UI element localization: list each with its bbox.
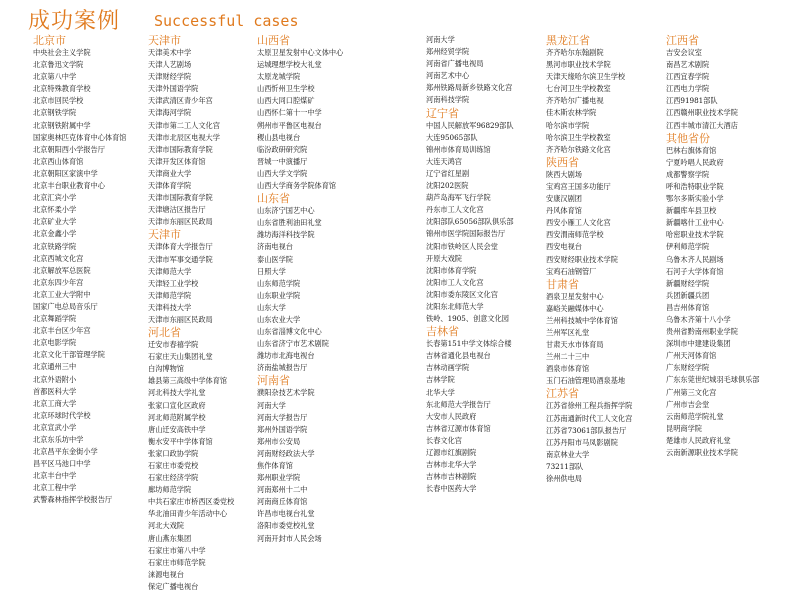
case-item: 云南师范学院礼堂 (666, 411, 724, 421)
case-item: 丹风体育馆 (546, 206, 582, 216)
case-item: 国家广电总局音乐厅 (33, 301, 98, 311)
case-item: 西安渭南师范学校 (546, 230, 604, 240)
case-item: 河南大学 (426, 35, 455, 44)
case-item: 东北师范大学报告厅 (426, 399, 491, 409)
case-item: 北京矿业大学 (33, 217, 77, 227)
case-item: 天津市国际教育学院 (148, 144, 213, 154)
case-item: 沈阳市体育学院 (426, 265, 477, 275)
case-item: 太原龙城学院 (257, 72, 301, 82)
case-item: 宝鸡石油钢管厂 (546, 266, 597, 276)
case-item: 乌鲁木齐人民剧场 (666, 254, 724, 264)
case-item: 西安财经职业技术学院 (546, 254, 618, 264)
case-item: 中共石家庄市桥西区委党校 (148, 497, 235, 507)
case-item: 北京文化干部管理学院 (33, 350, 105, 360)
case-item: 天津师范大学 (148, 266, 192, 276)
case-item: 齐齐哈尔铁路文化宫 (546, 144, 611, 154)
case-item: 濮阳杂技艺术学院 (257, 388, 315, 398)
case-item: 天津市北辰区电视大学 (148, 132, 220, 142)
case-item: 黑河市职业技术学院 (546, 60, 611, 70)
case-item: 唐山迁安高铁中学 (148, 424, 206, 434)
case-item: 玉门石油管理局酒泉基地 (546, 376, 626, 386)
case-item: 天津市东丽区民政局 (148, 314, 213, 324)
case-item: 潍坊市北海电视台 (257, 351, 315, 361)
case-item: 国家奥林匹克体育中心体育馆 (33, 132, 127, 142)
case-item: 河南科技学院 (426, 95, 470, 105)
case-item: 乌鲁木齐第十八小学 (666, 314, 731, 324)
case-item: 山西大学文学院 (257, 168, 308, 178)
case-item: 洛阳市委党校礼堂 (257, 521, 315, 531)
case-item: 河北科技大学礼堂 (148, 388, 206, 398)
case-item: 天津海河学院 (148, 108, 192, 118)
case-item: 北京舞蹈学院 (33, 314, 77, 324)
case-item: 天津外国语学院 (148, 84, 199, 94)
case-item: 北华大学 (426, 387, 455, 397)
case-item: 长春第151中学文体综合楼 (426, 339, 512, 349)
case-item: 河南大学报告厅 (257, 412, 308, 422)
case-item: 郑州外国语学院 (257, 424, 308, 434)
case-item: 山东大学 (257, 302, 286, 312)
case-item: 石家庄市师范学院 (148, 557, 206, 567)
case-item: 北京钢铁学院 (33, 108, 77, 118)
case-item: 天津市第二工人文化宫 (148, 120, 220, 130)
case-item: 广州天河体育馆 (666, 351, 717, 361)
case-item: 北京西山体育馆 (33, 156, 84, 166)
case-item: 吉林动画学院 (426, 363, 470, 373)
page-subtitle: Successful cases (154, 12, 299, 30)
case-item: 吉林市吉林剧院 (426, 472, 477, 482)
case-item: 沈阳部队65056部队俱乐部 (426, 217, 514, 227)
case-item: 山东省济宁市艺术剧院 (257, 339, 329, 349)
case-column (257, 34, 379, 545)
case-item: 河北师范附属学校 (148, 412, 206, 422)
case-item: 天津轻工业学校 (148, 278, 199, 288)
case-item: 伊利师范学院 (666, 242, 710, 252)
case-item: 江苏南通新时代工人文化宫 (546, 413, 633, 423)
case-item: 江苏丹阳市马凤影剧院 (546, 437, 618, 447)
case-item: 南昌艺术剧院 (666, 60, 710, 70)
case-item: 北京第八中学 (33, 72, 77, 82)
case-item: 昆明商学院 (666, 423, 702, 433)
case-item: 沈阳市铁岭区人民会堂 (426, 241, 498, 251)
case-item: 昌平区马池口中学 (33, 459, 91, 469)
case-item: 深圳市中建建设集团 (666, 339, 731, 349)
case-item: 江西丰城市清江大酒店 (666, 120, 738, 130)
case-item: 北京朝阳区家演中学 (33, 168, 98, 178)
case-item: 华北油田青少年活动中心 (148, 509, 228, 519)
case-item: 山东农业大学 (257, 314, 301, 324)
page-title: 成功案例 (28, 9, 121, 34)
case-column (33, 34, 155, 507)
case-item: 天津开发区体育馆 (148, 156, 206, 166)
case-item: 山东职业学院 (257, 290, 301, 300)
case-item: 泰山医学院 (257, 254, 293, 264)
case-item: 宝鸡宫王国多功能厅 (546, 181, 611, 191)
case-item: 丹东市工人文化宫 (426, 205, 484, 215)
case-item: 贵州省黔南州职业学院 (666, 327, 738, 337)
case-item: 陕西大剧场 (546, 169, 582, 179)
case-item: 临汾政研研究院 (257, 144, 308, 154)
case-item: 北京工程中学 (33, 483, 77, 493)
case-item: 北京丰台中学 (33, 471, 77, 481)
case-item: 天津商业大学 (148, 168, 192, 178)
region-heading: 其他省份 (666, 131, 710, 145)
case-item: 楚雄市人民政府礼堂 (666, 435, 731, 445)
case-item: 北京丰台区少年宫 (33, 326, 91, 336)
case-item: 天津市东丽区民政局 (148, 217, 213, 227)
case-item: 辽宁省红星剧 (426, 168, 470, 178)
case-item: 北京昌平东金街小学 (33, 447, 98, 457)
case-item: 广州市吉会堂 (666, 399, 710, 409)
case-item: 吉安会议室 (666, 48, 702, 57)
case-item: 齐齐哈尔东翰剧院 (546, 48, 604, 57)
case-item: 锦州市体育局训练馆 (426, 144, 491, 154)
case-item: 许昌市电视台礼堂 (257, 509, 315, 519)
case-item: 铁岭、1905、创意文化园 (426, 314, 509, 324)
case-item: 西安小雁工人文化宫 (546, 218, 611, 228)
case-item: 辽源市红旗剧院 (426, 448, 477, 457)
case-item: 山西大学商务学院体育馆 (257, 181, 337, 191)
case-item: 徐州供电局 (546, 474, 582, 483)
case-item: 哈尔滨市学院 (546, 120, 590, 130)
case-item: 河南郑州十二中 (257, 485, 308, 495)
case-item: 天津科技大学 (148, 302, 192, 312)
case-item: 北京鲁迅文学院 (33, 60, 84, 70)
case-item: 葫芦岛海军飞行学院 (426, 193, 491, 203)
case-item: 宁夏吟唱人民政府 (666, 157, 724, 167)
case-item: 天津天缘哈尔滨卫生学校 (546, 72, 626, 82)
case-item: 雄县第三高级中学体育馆 (148, 376, 228, 386)
case-item: 廊坊师范学院 (148, 485, 192, 495)
case-item: 天津人艺剧场 (148, 60, 192, 70)
case-item: 涞源电视台 (148, 569, 184, 579)
region-heading: 江苏省 (546, 387, 579, 401)
case-item: 南京林业大学 (546, 449, 590, 459)
case-item: 江西电力学院 (666, 84, 710, 94)
case-item: 西安电视台 (546, 242, 582, 252)
case-item: 齐齐哈尔广播电视 (546, 96, 604, 106)
case-item: 山东省胜利油田礼堂 (257, 218, 322, 228)
case-item: 北京丰台职业教育中心 (33, 181, 105, 191)
case-item: 兰州二十三中 (546, 352, 590, 362)
case-item: 沈阳市委东陵区文化宫 (426, 289, 498, 299)
case-item: 天津市军事交通学院 (148, 254, 213, 264)
case-item: 酒泉市体育馆 (546, 364, 590, 374)
case-item: 开原大戏院 (426, 253, 462, 263)
case-item: 白沟博物馆 (148, 364, 184, 374)
case-item: 河南省广播电视局 (426, 59, 484, 69)
case-item: 首都医科大学 (33, 386, 77, 396)
case-item: 郑州铁路局新乡铁路文化宫 (426, 83, 513, 93)
case-item: 稷山县电视台 (257, 132, 301, 142)
case-item: 郑州职业学院 (257, 473, 301, 483)
case-item: 北京宣武小学 (33, 422, 77, 432)
case-item: 兰州科技城中学体育馆 (546, 315, 618, 325)
case-item: 云南新源职业技术学院 (666, 448, 738, 457)
case-item: 太原卫星发射中心文体中心 (257, 48, 344, 57)
case-item: 武警森林指挥学校报告厅 (33, 495, 113, 505)
case-item: 沈阳东北师范大学 (426, 301, 484, 311)
case-item: 北京通州三中 (33, 362, 77, 372)
case-item: 天津塘沽区报告厅 (148, 205, 206, 215)
case-item: 焦作体育馆 (257, 461, 293, 470)
case-item: 吉林学院 (426, 375, 455, 385)
case-item: 锦州市医学院国际报告厅 (426, 229, 506, 239)
case-item: 中央社会主义学院 (33, 48, 91, 57)
case-item: 嘉峪关融媒体中心 (546, 303, 604, 313)
region-heading: 甘肃省 (546, 277, 579, 291)
case-item: 保定广播电视台 (148, 581, 199, 591)
case-item: 天津武清区青少年宫 (148, 96, 213, 106)
case-item: 大连天鸿宫 (426, 156, 462, 166)
case-item: 北京环球时代学校 (33, 410, 91, 420)
case-item: 河南财经政法大学 (257, 448, 315, 458)
case-item: 成都警察学院 (666, 169, 710, 179)
case-item: 郑州市公安局 (257, 436, 301, 446)
region-heading: 黑龙江省 (546, 34, 590, 47)
case-item: 吉林省通化县电视台 (426, 351, 491, 361)
case-item: 朔州市平鲁区电视台 (257, 120, 322, 130)
case-item: 张家口宣化区政府 (148, 400, 206, 410)
case-item: 潍坊海洋科技学院 (257, 230, 315, 240)
case-item: 巴林右旗体育馆 (666, 145, 717, 155)
case-item: 兵团新疆兵团 (666, 290, 710, 300)
case-item: 石家庄市委党校 (148, 461, 199, 470)
case-item: 大连95065部队 (426, 132, 478, 142)
case-item: 北京特殊教育学校 (33, 84, 91, 94)
case-item: 天津财经学院 (148, 72, 192, 82)
case-item: 江西赣州职业技术学院 (666, 108, 738, 118)
case-item: 吉林市北华大学 (426, 460, 477, 470)
case-item: 天津美术中学 (148, 48, 192, 57)
case-item: 唐山燕东集团 (148, 533, 192, 543)
case-item: 山东省淄博文化中心 (257, 327, 322, 337)
case-item: 天津师范学院 (148, 290, 192, 300)
case-item: 石河子大学体育馆 (666, 266, 724, 276)
case-item: 广东财经学院 (666, 363, 710, 373)
case-item: 张家口政协学院 (148, 448, 199, 458)
case-item: 广东东莞世纪城羽毛球俱乐部 (666, 375, 760, 385)
case-item: 北京东四少年宫 (33, 277, 84, 287)
case-item: 江苏省73061部队报告厅 (546, 425, 627, 435)
case-item: 广州第三文化宫 (666, 387, 717, 397)
case-item: 酒泉卫星发射中心 (546, 291, 604, 301)
region-heading: 河南省 (257, 374, 290, 388)
region-heading: 山东省 (257, 192, 290, 206)
case-item: 晋城一中演播厅 (257, 156, 308, 166)
case-item: 新疆财经学院 (666, 278, 710, 288)
case-item: 哈密职业技术学院 (666, 230, 724, 240)
case-item: 山西怀仁第十一中学 (257, 108, 322, 118)
case-item: 石家庄经济学院 (148, 473, 199, 483)
case-item: 山西忻州卫生学校 (257, 84, 315, 94)
case-item: 北京钢铁附属中学 (33, 120, 91, 130)
region-heading: 江西省 (666, 34, 699, 47)
region-heading: 山西省 (257, 34, 290, 47)
case-item: 江苏省徐州工程兵指挥学院 (546, 401, 633, 411)
case-column (148, 34, 270, 593)
case-item: 长春中医药大学 (426, 484, 477, 494)
case-item: 北京解放军总医院 (33, 265, 91, 275)
region-heading: 陕西省 (546, 155, 579, 169)
case-item: 沈阳202医院 (426, 181, 469, 191)
case-item: 甘肃天水市体育局 (546, 340, 604, 350)
case-item: 北京朝阳西小学报告厅 (33, 144, 105, 154)
case-item: 73211部队 (546, 461, 584, 471)
region-heading: 辽宁省 (426, 106, 459, 120)
case-item: 新疆库车县卫校 (666, 206, 717, 216)
case-item: 新疆喀什工业中心 (666, 218, 724, 228)
case-item: 河南开封市人民会场 (257, 533, 322, 543)
case-item: 山东师范学院 (257, 278, 301, 288)
case-item: 安康汉剧团 (546, 194, 582, 204)
case-item: 江西91981部队 (666, 96, 718, 106)
case-item: 迁安市春禧学院 (148, 340, 199, 350)
case-item: 北京电影学院 (33, 338, 77, 348)
case-item: 北京东乐坊中学 (33, 435, 84, 444)
case-item: 北京怀柔小学 (33, 205, 77, 215)
case-item: 北京西城文化宫 (33, 253, 84, 263)
case-item: 佳木斯农林学院 (546, 108, 597, 118)
case-item: 天津市国际教育学院 (148, 193, 213, 203)
case-item: 石家庄市第八中学 (148, 545, 206, 555)
case-item: 运城理想学校大礼堂 (257, 60, 322, 70)
region-heading: 天津市 (148, 34, 181, 47)
case-item: 河南大学 (257, 400, 286, 410)
case-item: 北京工商大学 (33, 398, 77, 408)
region-heading: 天津市 (148, 228, 181, 242)
case-item: 北京铁路学院 (33, 241, 77, 251)
case-item: 吉林省辽源市体育馆 (426, 423, 491, 433)
case-item: 呼和浩特职业学院 (666, 181, 724, 191)
region-heading: 河北省 (148, 326, 181, 340)
case-item: 天津体育学院 (148, 181, 192, 191)
case-item: 昌吉州体育馆 (666, 302, 710, 312)
case-item: 河南商丘体育馆 (257, 497, 308, 507)
case-item: 长春文化宫 (426, 435, 462, 445)
case-item: 沈阳市工人文化宫 (426, 277, 484, 287)
region-heading: 吉林省 (426, 325, 459, 339)
case-item: 河北大戏院 (148, 521, 184, 531)
case-item: 北京外语附小 (33, 374, 77, 384)
case-item: 江西宜春学院 (666, 72, 710, 82)
case-item: 济南盐城报告厅 (257, 363, 308, 373)
case-item: 鄂尔多斯实验小学 (666, 194, 724, 204)
case-item: 中国人民解放军96829部队 (426, 120, 514, 130)
case-column (426, 34, 548, 495)
case-item: 山东济宁国艺中心 (257, 206, 315, 216)
case-item: 北京市回民学校 (33, 96, 84, 106)
case-item: 郑州经贸学院 (426, 47, 470, 57)
case-item: 大安市人民政府 (426, 411, 477, 421)
case-item: 日照大学 (257, 266, 286, 276)
case-item: 北京工业大学附中 (33, 289, 91, 299)
case-item: 天津体育大学报告厅 (148, 242, 213, 252)
region-heading: 北京市 (33, 34, 66, 47)
case-item: 济南电视台 (257, 242, 293, 252)
case-item: 北京金鑫小学 (33, 229, 77, 239)
case-item: 哈尔滨卫生学校教室 (546, 132, 611, 142)
case-column (546, 34, 668, 485)
case-item: 北京汇宾小学 (33, 193, 77, 203)
case-item: 衡水安平中学体育馆 (148, 436, 213, 446)
case-item: 兰州军区礼堂 (546, 327, 590, 337)
case-item: 七台河卫生学校教室 (546, 84, 611, 94)
case-column (666, 34, 788, 459)
case-item: 石家庄天山集团礼堂 (148, 352, 213, 362)
case-item: 河南艺术中心 (426, 71, 470, 81)
case-item: 山西大同口腔煤矿 (257, 96, 315, 106)
